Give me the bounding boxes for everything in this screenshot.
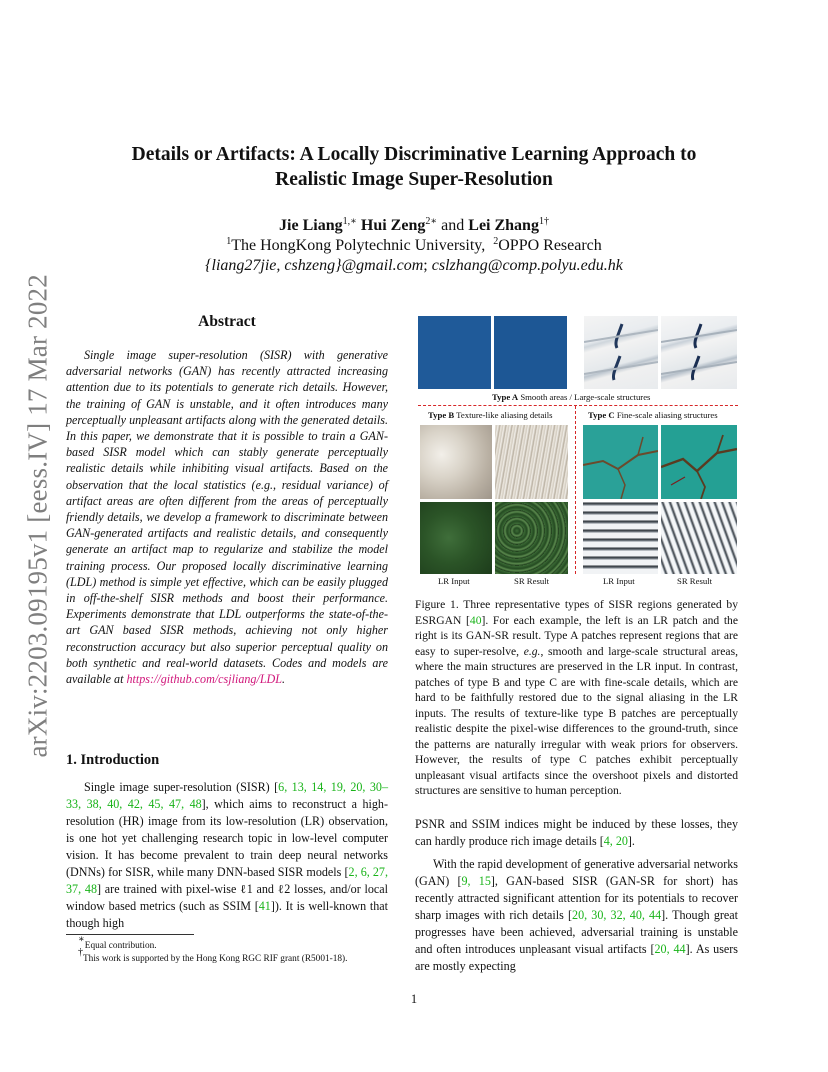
affiliation-1-mark: 1 <box>226 236 232 247</box>
caption-eg: e.g. <box>523 644 541 658</box>
author-3-mark: 1† <box>538 216 549 227</box>
intro-text-c: ] are trained with pixel-wise ℓ1 and ℓ2 losses, and/or local window based metrics (such as SSIM [ <box>66 882 389 913</box>
type-c-branch-lr-patch <box>583 425 658 499</box>
type-b-foliage-lr-patch <box>420 502 492 574</box>
footnote-2 <box>78 947 393 966</box>
author-2-mark: 2∗ <box>425 216 438 227</box>
type-c-building-lr-patch <box>583 502 658 574</box>
type-c-title: Type C <box>588 410 615 420</box>
caption-text-b: ]. For each example, the left is an LR patch and the right is its GAN-SR result. Type A patches represent regions that are easy to super-resolve, <box>415 613 738 658</box>
blinds-structure-graphic <box>584 316 658 389</box>
citation-link[interactable]: 40 <box>469 613 482 627</box>
intro-text-b: ], which aims to reconstruct a high-resolution (HR) image from its low-resolution (LR) observation, is one hot yet challenging research topic in low-level computer vision. It has become prevalent to train deep neural networks (DNNs) for SISR, while many DNN-based SISR models [ <box>66 797 388 879</box>
footnote-2-text: This work is supported by the Hong Kong RGC RIF grant (R5001-18). <box>83 954 348 964</box>
abstract-heading: Abstract <box>198 313 256 330</box>
author-names <box>0 216 828 236</box>
figure-1 <box>418 316 740 592</box>
type-b-title: Type B <box>428 410 455 420</box>
paragraph <box>415 856 738 975</box>
author-2: Hui Zeng <box>360 217 426 234</box>
citation-link[interactable]: 41 <box>258 899 271 913</box>
intro-body <box>66 779 388 932</box>
lr-input-label-2: LR Input <box>603 576 635 586</box>
type-a-desc: Smooth areas / Large-scale structures <box>518 392 651 402</box>
page-number: 1 <box>410 992 418 1006</box>
text-run: ], GAN-based SISR (GAN-SR for short) has recently attracted significant attention for its potentials to recover sharp images with rich details [ <box>415 874 738 922</box>
footnote-1-mark: ∗ <box>78 934 85 945</box>
caption-text-a: Figure 1. Three representative types of SISR regions generated by ESRGAN [ <box>415 598 738 627</box>
type-c-label <box>588 410 718 420</box>
citation-link[interactable]: 9, 15 <box>461 874 491 888</box>
figure-divider-horizontal <box>418 405 738 406</box>
footnote-2-mark: † <box>78 947 83 958</box>
author-1: Jie Liang <box>279 217 343 234</box>
figure-divider-vertical <box>575 406 576 574</box>
abstract-text: Single image super-resolution (SISR) with generative adversarial networks (GAN) has recently attracted increasing attention due to its potentials to generate rich details. However, the training of GAN is unstable, and it often introduces many perceptually unpleasant artifacts along with the generated details. In this paper, we demonstrate that it is possible to train a GAN-based SISR model which can stably generate perceptually realistic details while inhibiting visual artifacts. Based on the observation that the local statistics (e.g., residual variance) of artifact areas are often different from the areas of perceptually friendly details, we develop a framework to discriminate between GAN-generated artifacts and realistic details, and consequently generate an artifact map to regularize and stabilize the model training process. Our proposed locally discriminative learning (LDL) method is simple yet effective, which can be easily plugged in off-the-shelf SISR methods and boost their performance. Experiments demonstrate that LDL outperforms the state-of-the-art GAN based SISR methods, achieving not only higher reconstruction accuracy but also superior perceptual quality on both synthetic and real-world datasets. Codes and models are available at <box>66 348 388 687</box>
author-1-mark: 1,∗ <box>342 216 357 227</box>
title-line-1: Details or Artifacts: A Locally Discriminative Learning Approach to <box>131 144 697 165</box>
author-and: and <box>437 217 469 234</box>
intro-heading: 1. Introduction <box>66 752 160 768</box>
paragraph <box>415 816 738 850</box>
text-run: ]. As users are mostly expecting <box>415 942 739 973</box>
type-a-title: Type A <box>492 392 519 402</box>
type-a-lr-patch <box>418 316 491 389</box>
title-line-2: Realistic Image Super-Resolution <box>275 169 553 190</box>
text-run: With the rapid development of generative adversarial networks (GAN) [ <box>415 857 738 888</box>
affiliations <box>0 236 828 256</box>
type-c-desc: Fine-scale aliasing structures <box>614 410 718 420</box>
text-run: PSNR and SSIM indices might be induced by these losses, they can hardly produce rich image details [ <box>415 817 738 848</box>
abstract-end: . <box>282 672 286 687</box>
caption-text-c: , smooth and large-scale structural areas, where the main structures are preserved in the LR input. In contrast, patches of type B and type C are with fine-scale details, which are hard to be faithfully restored due to the signal aliasing in the LR inputs. The results of texture-like type B patches are perceptually realistic despite the pixel-wise differences to the ground-truth, since the patterns are naturally irregular with weak priors for observers. However, the results of type C patches exhibit perceptually unpleasant visual artifacts since the overshoot pixels and distorted structures are sensitive to human perception. <box>415 644 738 797</box>
footnotes <box>78 934 393 966</box>
type-c-branch-sr-patch <box>661 425 737 499</box>
email-group: {liang27jie, cshzeng}@gmail.com <box>205 257 424 274</box>
intro-text-a: Single image super-resolution (SISR) [ <box>84 780 279 794</box>
right-column-text <box>415 816 738 981</box>
citation-link[interactable]: 2, 6, 27, 37, 48 <box>66 865 388 896</box>
citation-link[interactable]: 20, 30, 32, 40, 44 <box>572 908 662 922</box>
type-b-desc: Texture-like aliasing details <box>454 410 553 420</box>
affiliation-1: The HongKong Polytechnic University, <box>231 237 486 254</box>
type-b-foliage-sr-patch <box>495 502 568 574</box>
lr-input-label-1: LR Input <box>438 576 470 586</box>
text-run: ]. Though great progresses have been achieved, adversarial training is unstable and often introduces unpleasant visual artifacts [ <box>415 908 738 956</box>
email-separator: ; <box>423 257 432 274</box>
figure-caption <box>415 597 738 799</box>
paper-title <box>60 142 768 192</box>
sr-result-label-2: SR Result <box>677 576 713 586</box>
text-run: ]. <box>627 834 635 848</box>
type-a-label <box>492 392 650 402</box>
type-c-building-sr-patch <box>661 502 737 574</box>
footnote-1-text: Equal contribution. <box>84 941 157 951</box>
citation-link[interactable]: 4, 20 <box>603 834 628 848</box>
branch-graphic <box>661 425 737 499</box>
arxiv-stamp: arXiv:2203.09195v1 [eess.IV] 17 Mar 2022 <box>22 274 53 758</box>
footnote-1 <box>78 934 393 953</box>
author-3: Lei Zhang <box>468 217 539 234</box>
affiliation-2: OPPO Research <box>498 237 602 254</box>
footnote-rule <box>66 934 194 935</box>
intro-text-d: ]). It is well-known that though high <box>66 899 388 930</box>
type-a-lr-structure-patch <box>584 316 658 389</box>
type-b-label <box>428 410 553 420</box>
email-2: cslzhang@comp.polyu.edu.hk <box>431 257 623 274</box>
type-b-fur-sr-patch <box>495 425 568 499</box>
citation-link[interactable]: 20, 44 <box>654 942 686 956</box>
branch-graphic <box>583 425 658 499</box>
author-block <box>0 216 828 276</box>
code-link[interactable]: https://github.com/csjliang/LDL <box>126 672 283 687</box>
type-b-fur-lr-patch <box>420 425 492 499</box>
type-a-sr-structure-patch <box>661 316 737 389</box>
affiliation-2-mark: 2 <box>493 236 499 247</box>
blinds-structure-graphic <box>661 316 737 389</box>
abstract-body <box>66 347 388 687</box>
emails <box>0 256 828 276</box>
citation-link[interactable]: 6, 13, 14, 19, 20, 30–33, 38, 40, 42, 45, 47, 48 <box>66 780 389 811</box>
type-a-sr-patch <box>494 316 567 389</box>
sr-result-label-1: SR Result <box>514 576 550 586</box>
